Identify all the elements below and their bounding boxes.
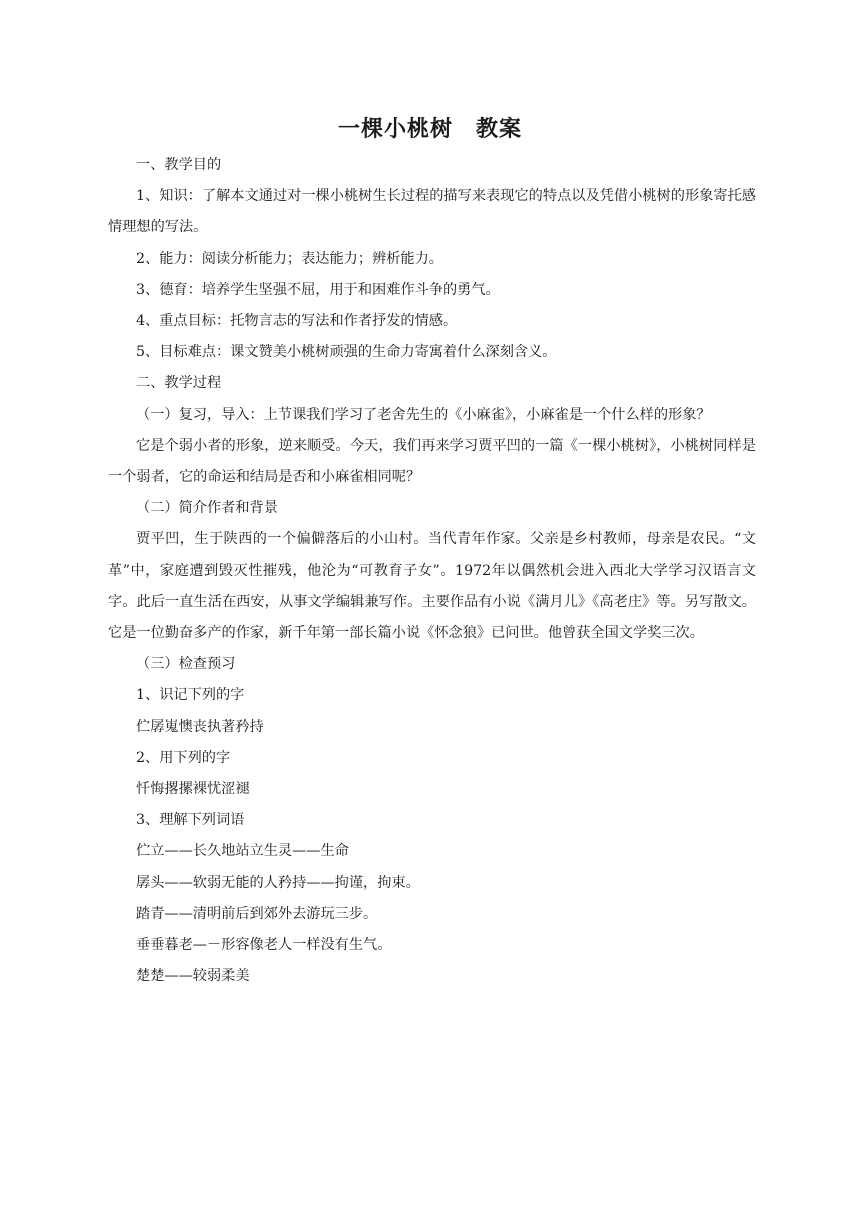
- paragraph: 贾平凹，生于陕西的一个偏僻落后的小山村。当代青年作家。父亲是乡村教师，母亲是农民。“文革”中，家庭遭到毁灭性摧残，他沦为“可教育子女”。1972年以偶然机会进入西北大学学习汉语言文字。此后一直生活在西安，从事文学编辑兼写作。主要作品有小说《满月儿》《高老庄》等。另写散文。它是一位勤奋多产的作家，新千年第一部长篇小说《怀念狼》已问世。他曾获全国文学奖三次。: [108, 531, 756, 642]
- paragraph: 4、重点目标：托物言志的写法和作者抒发的情感。: [136, 313, 458, 330]
- paragraph: 垂垂暮老—－形容像老人一样没有生气。: [136, 937, 392, 954]
- paragraph: 忏悔撂摞裸忧涩褪: [136, 781, 250, 798]
- paragraph: 伫孱嵬懊丧执著矜持: [136, 718, 264, 735]
- subsection-heading: （三）检查预习: [136, 656, 236, 673]
- document-title: 一棵小桃树 教案: [337, 117, 522, 142]
- paragraph: 2、用下列的字: [136, 749, 231, 766]
- document-body: [108, 150, 756, 992]
- paragraph: 踏青——清明前后到郊外去游玩三步。: [136, 905, 378, 922]
- paragraph: 1、知识：了解本文通过对一棵小桃树生长过程的描写来表现它的特点以及凭借小桃树的形象寄托感情理想的写法。: [108, 188, 756, 236]
- subsection-heading: （二）简介作者和背景: [136, 500, 278, 517]
- section-heading: 二、教学过程: [136, 375, 222, 392]
- paragraph: 伫立——长久地站立生灵——生命: [136, 843, 349, 860]
- paragraph: （一）复习，导入：上节课我们学习了老舍先生的《小麻雀》，小麻雀是一个什么样的形象？: [136, 406, 711, 423]
- paragraph: 3、理解下列词语: [136, 812, 245, 829]
- paragraph: 3、德育：培养学生坚强不屈，用于和困难作斗争的勇气。: [136, 281, 500, 298]
- paragraph: 5、目标难点：课文赞美小桃树顽强的生命力寄寓着什么深刻含义。: [136, 344, 557, 361]
- paragraph: 孱头——软弱无能的人矜持——拘谨，拘束。: [136, 874, 420, 891]
- paragraph: 它是个弱小者的形象，逆来顺受。今天，我们再来学习贾平凹的一篇《一棵小桃树》，小桃树同样是一个弱者，它的命运和结局是否和小麻雀相同呢？: [108, 437, 756, 486]
- paragraph: 2、能力：阅读分析能力；表达能力；辨析能力。: [136, 250, 443, 267]
- section-heading: 一、教学目的: [136, 157, 222, 173]
- paragraph: 1、识记下列的字: [136, 687, 245, 704]
- paragraph: 楚楚——较弱柔美: [136, 968, 250, 985]
